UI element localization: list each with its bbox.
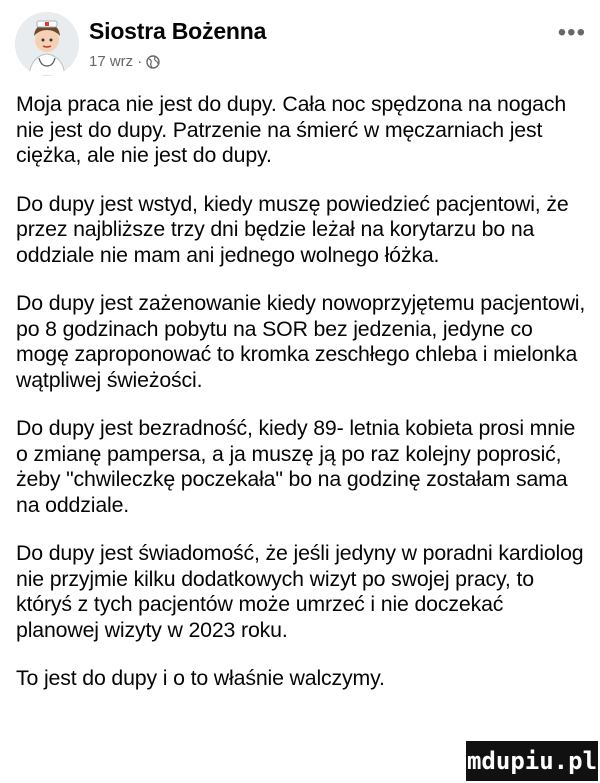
author-name[interactable]: Siostra Bożenna (89, 18, 267, 44)
post-paragraph: Moja praca nie jest do dupy. Cała noc spędzona na nogach nie jest do dupy. Patrzenie na śmierć w męczarniach jest ciężka, ale nie jest do dupy. (16, 92, 567, 167)
post-time[interactable]: 17 wrz (89, 53, 134, 70)
post-paragraph: Do dupy jest bezradność, kiedy 89- letnia kobieta prosi mnie o zmianę pampersa, a ja muszę ją po raz kolejny poprosić, żeby "chwileczkę poczekała" bo na godzinę zostałam sama na oddziale. (16, 416, 576, 517)
meta-separator: · (137, 53, 143, 70)
more-icon[interactable]: ••• (557, 19, 586, 46)
post-paragraph: Do dupy jest zażenowanie kiedy nowoprzyjętemu pacjentowi, po 8 godzinach pobytu na SOR bez jedzenia, jedyne co mogę zaproponować to kromka zeschłego chleba i mielonka wątpliwej świeżości. (16, 291, 586, 392)
post-content (16, 92, 588, 692)
watermark-logo: mdupiu.pl (466, 741, 598, 781)
post-paragraph: To jest do dupy i o to właśnie walczymy. (16, 666, 385, 690)
globe-icon (146, 55, 160, 69)
post-paragraph: Do dupy jest wstyd, kiedy muszę powiedzieć pacjentowi, że przez najbliższe trzy dni będzie leżał na korytarzu bo na oddziale nie mam ani jednego wolnego łóżka. (16, 191, 569, 267)
post-paragraph: Do dupy jest świadomość, że jeśli jedyny w poradni kardiolog nie przyjmie kilku dodatkowych wizyt po swojej pracy, to któryś z tych pacjentów może umrzeć i nie doczekać planowej wizyty w 2023 roku. (16, 541, 584, 642)
post-header (15, 12, 590, 82)
post-meta (89, 53, 160, 70)
nurse-avatar[interactable] (15, 12, 79, 76)
